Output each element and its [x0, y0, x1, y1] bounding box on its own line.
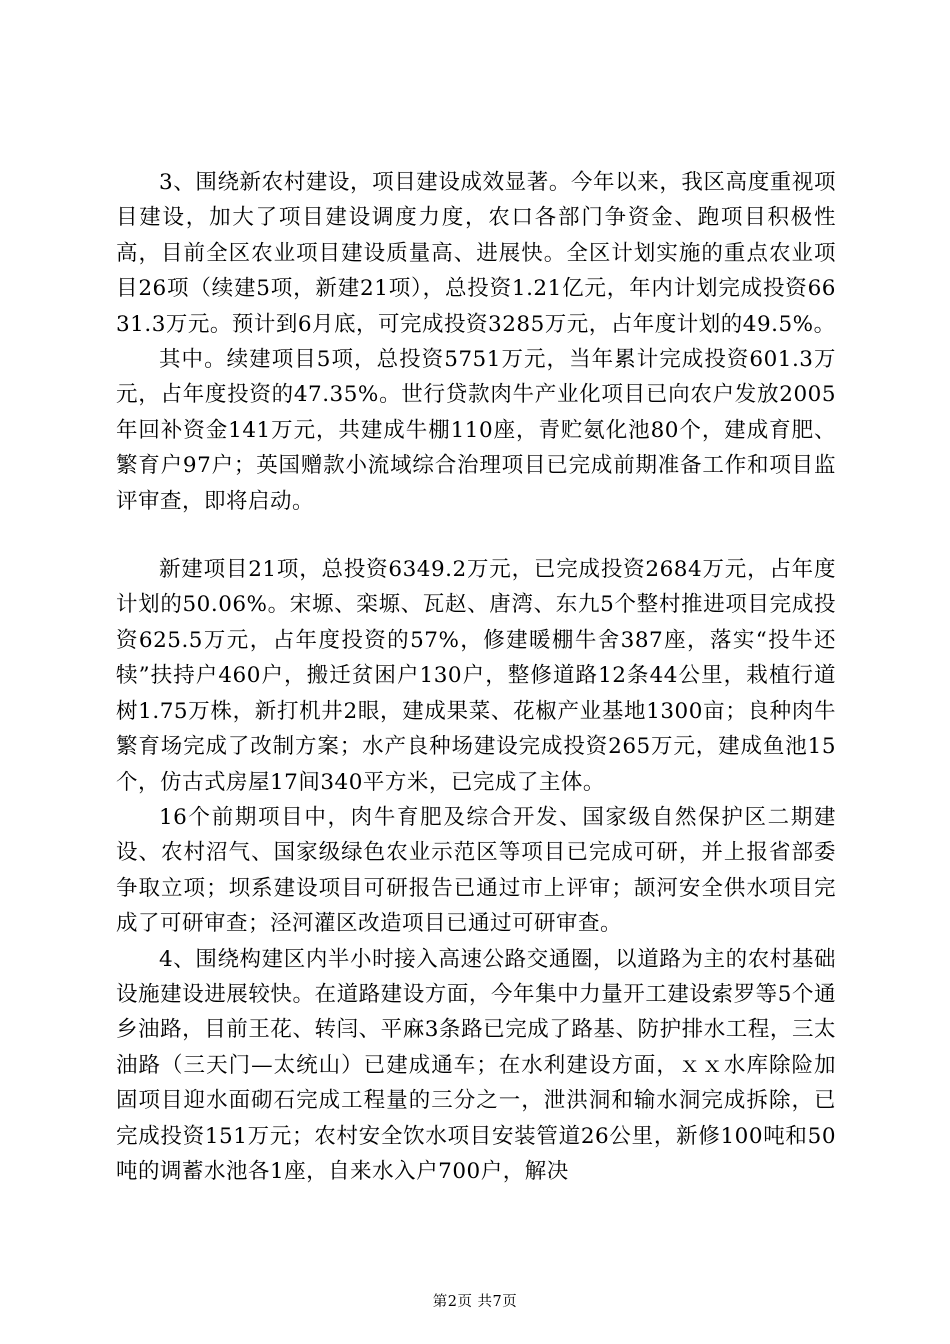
page-number-footer: 第2页 共7页 — [432, 1294, 518, 1310]
paragraph-infrastructure: 4、围绕构建区内半小时接入高速公路交通圈，以道路为主的农村基础设施建设进展较快。在道路建设方面，今年集中力量开工建设索罗等5个通乡油路，目前王花、转闫、平麻3条路已完成了路基、防护排水工程，三太油路（三天门—太统山）已建成通车；在水利建设方面，ｘｘ水库除险加固项目迎水面砌石完成工程量的三分之一，泄洪洞和输水洞完成拆除，已完成投资151万元；农村安全饮水项目安装管道26公里，新修100吨和50吨的调蓄水池各1座，自来水入户700户，解决 — [116, 946, 836, 1184]
document-body — [116, 165, 836, 1189]
paragraph-new-projects: 新建项目21项，总投资6349.2万元，已完成投资2684万元，占年度计划的50.06%。宋塬、栾塬、瓦赵、唐湾、东九5个整村推进项目完成投资625.5万元，占年度投资的57%，修建暖棚牛舍387座，落实“投牛还犊”扶持户460户，搬迁贫困户130户，整修道路12条44公里，栽植行道树1.75万株，新打机井2眼，建成果菜、花椒产业基地1300亩；良种肉牛繁育场完成了改制方案；水产良种场建设完成投资265万元，建成鱼池15个，仿古式房屋17间340平方米，已完成了主体。 — [116, 557, 836, 795]
paragraph-continued-projects: 其中。续建项目5项，总投资5751万元，当年累计完成投资601.3万元，占年度投资的47.35%。世行贷款肉牛产业化项目已向农户发放2005年回补资金141万元，共建成牛棚110座，青贮氨化池80个，建成育肥、繁育户97户；英国赠款小流域综合治理项目已完成前期准备工作和项目监评审查，即将启动。 — [116, 347, 836, 514]
paragraph-project-construction: 3、围绕新农村建设，项目建设成效显著。今年以来，我区高度重视项目建设，加大了项目建设调度力度，农口各部门争资金、跑项目积极性高，目前全区农业项目建设质量高、进展快。全区计划实施的重点农业项目26项（续建5项，新建21项），总投资1.21亿元，年内计划完成投资6631.3万元。预计到6月底，可完成投资3285万元，占年度计划的49.5%。 — [116, 170, 836, 337]
paragraph-preliminary-projects: 16个前期项目中，肉牛育肥及综合开发、国家级自然保护区二期建设、农村沼气、国家级绿色农业示范区等项目已完成可研，并上报省部委争取立项；坝系建设项目可研报告已通过市上评审；颉河安全供水项目完成了可研审查；泾河灌区改造项目已通过可研审查。 — [116, 804, 836, 937]
